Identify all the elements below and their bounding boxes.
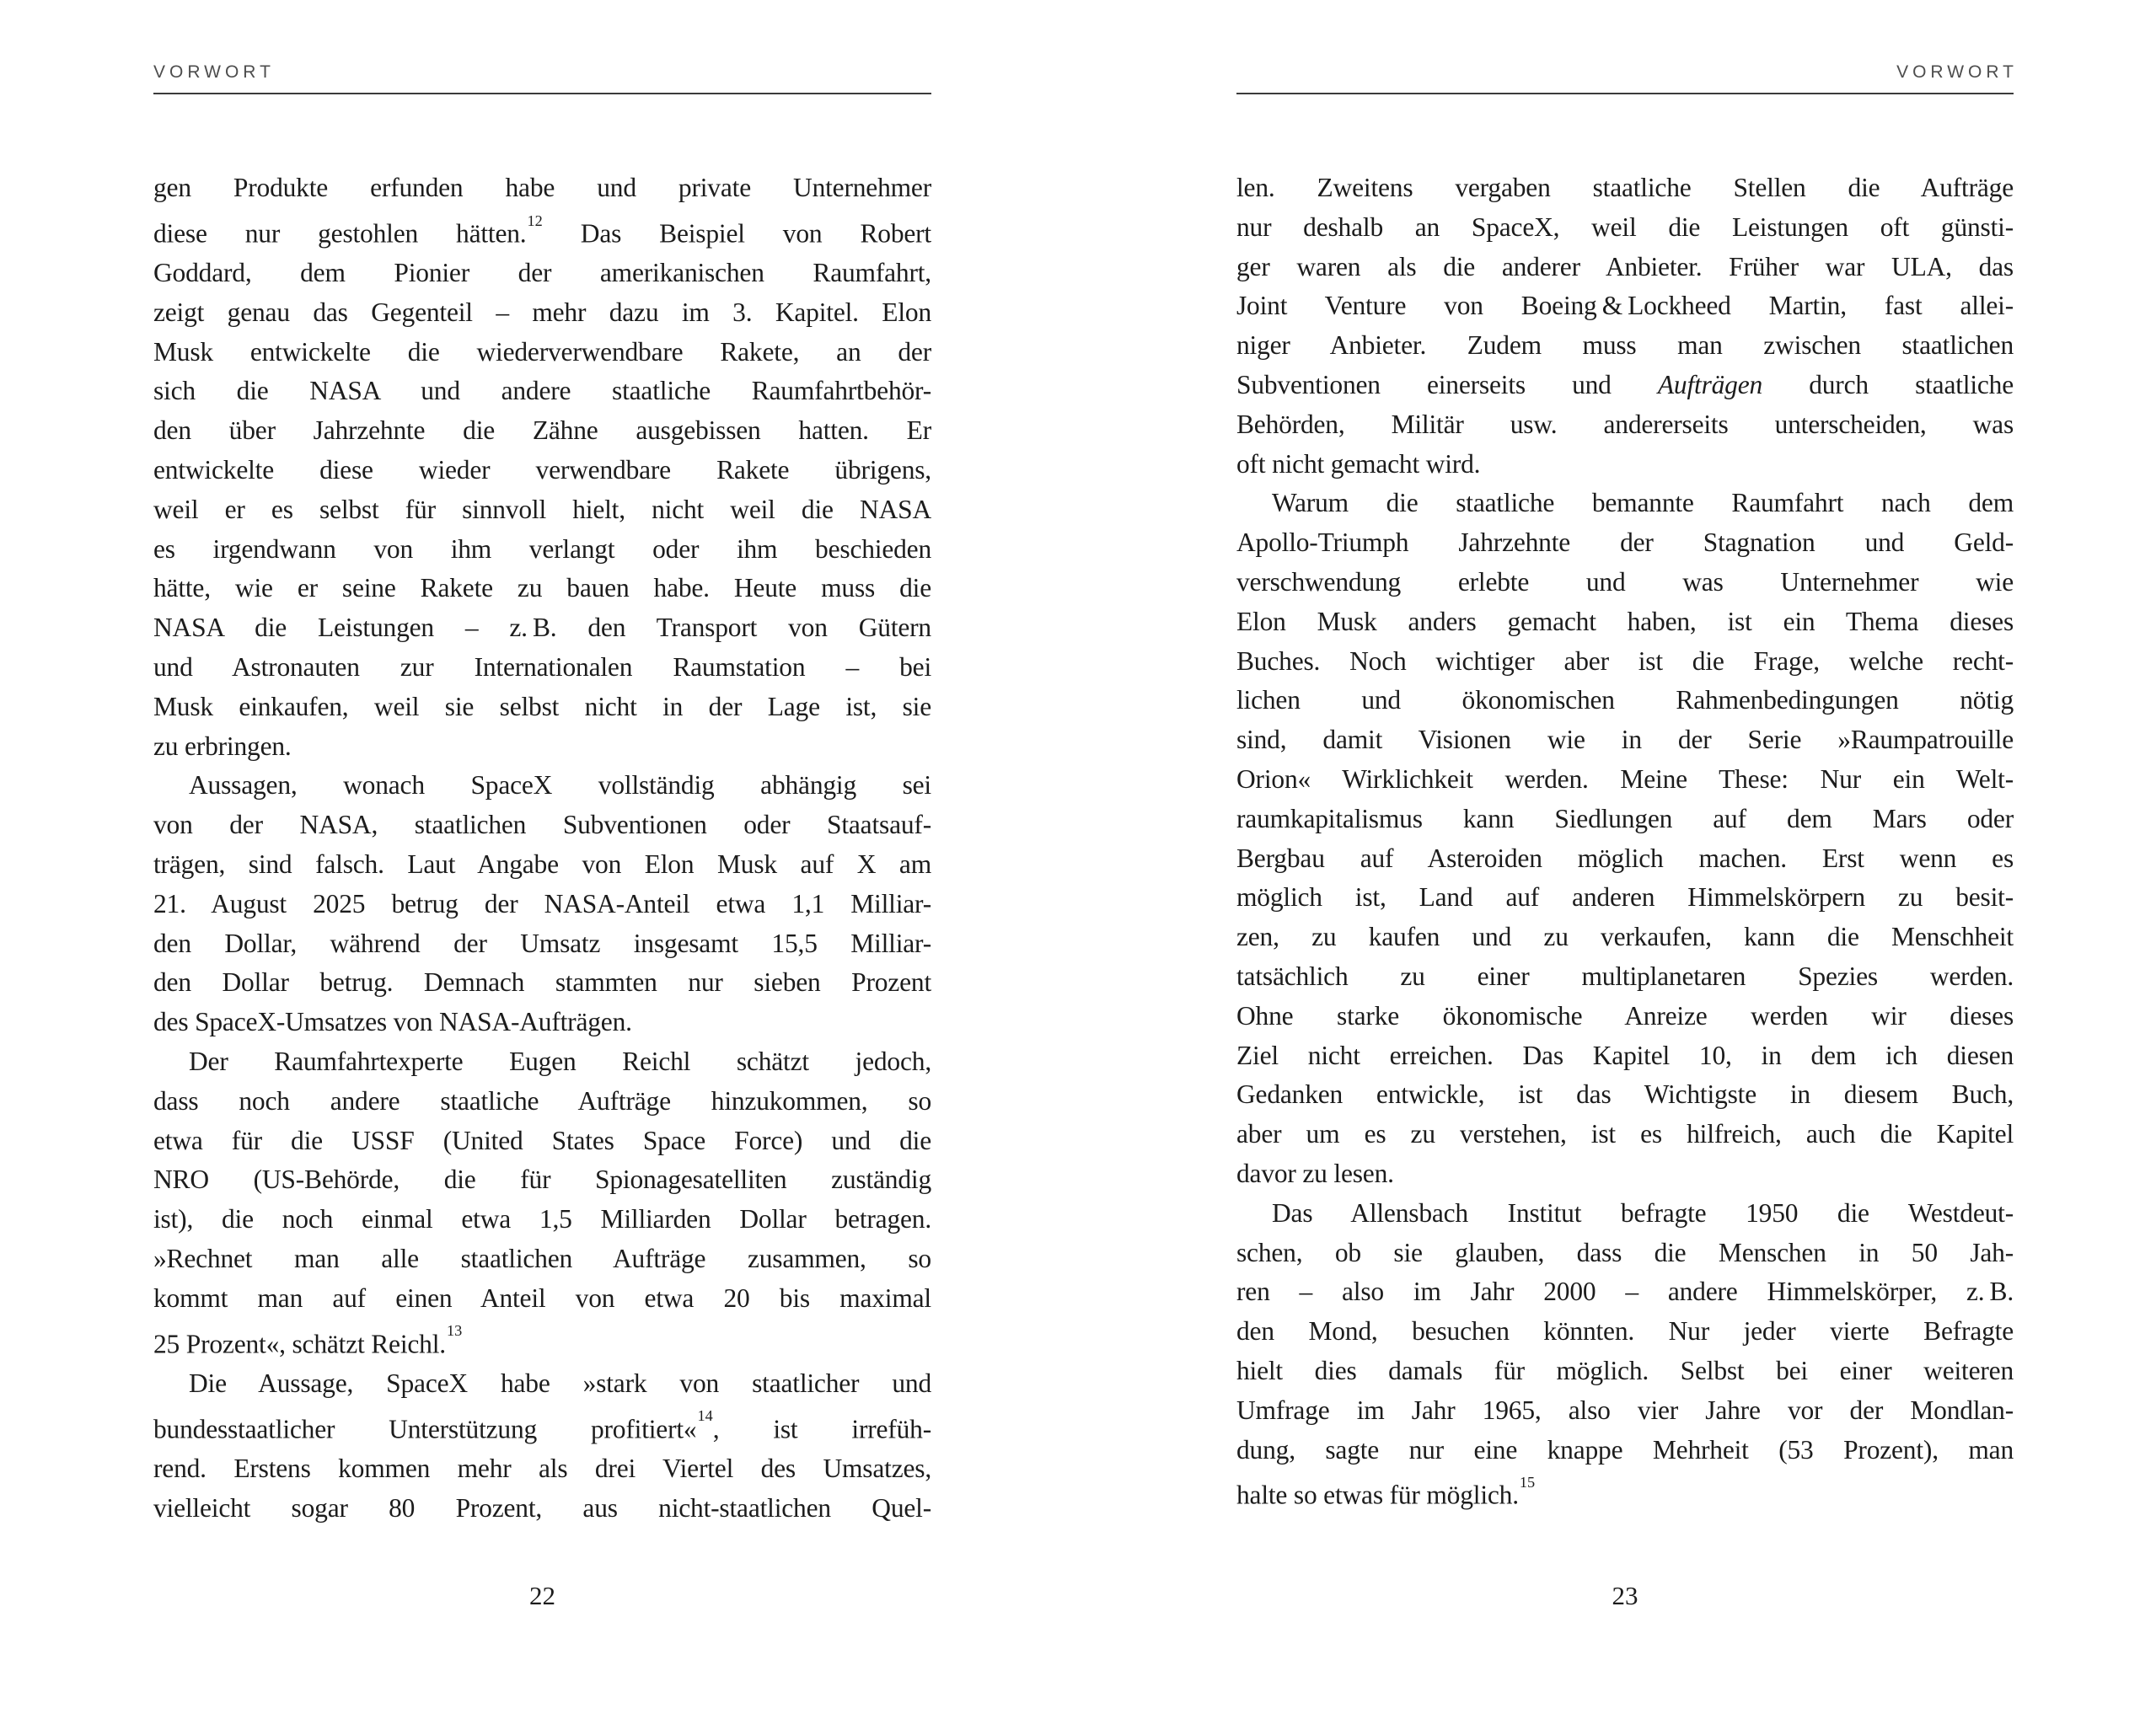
text-line: bundesstaatlicher Unterstützung profitiert«$^{14}$, ist irrefüh-	[153, 1407, 931, 1444]
text-line: Musk einkaufen, weil sie selbst nicht in der Lage ist, sie	[153, 691, 931, 721]
text-line: Aussagen, wonach SpaceX vollständig abhängig sei	[189, 770, 931, 801]
text-line: ist), die noch einmal etwa 1,5 Milliarden Dollar betragen.	[153, 1204, 931, 1234]
header-rule-right	[1236, 93, 2014, 94]
text-line: Der Raumfahrtexperte Eugen Reichl schätzt jedoch,	[189, 1047, 931, 1077]
text-line: oft nicht gemacht wird.	[1236, 448, 1481, 479]
text-line: diese nur gestohlen hätten.$^{12}$ Das Beispiel von Robert	[153, 212, 931, 249]
header-rule-left	[153, 93, 931, 94]
text-line: 25 Prozent«, schätzt Reichl.$^{13}$	[153, 1322, 463, 1359]
text-line: schen, ob sie glauben, dass die Menschen in 50 Jah-	[1236, 1237, 2014, 1267]
footnote-marker: 14	[697, 1407, 713, 1425]
text-line: sind, damit Visionen wie in der Serie »Raumpatrouille	[1236, 725, 2014, 755]
text-line: weil er es selbst für sinnvoll hielt, nicht weil die NASA	[153, 494, 931, 524]
text-line: dung, sagte nur eine knappe Mehrheit (53 Prozent), man	[1236, 1434, 2014, 1465]
text-line: möglich ist, Land auf anderen Himmelskörpern zu besit-	[1236, 882, 2014, 913]
text-line: lichen und ökonomischen Rahmenbedingungen nötig	[1236, 685, 2014, 715]
text-line: Joint Venture von Boeing & Lockheed Martin, fast allei-	[1236, 291, 2014, 321]
text-line: kommt man auf einen Anteil von etwa 20 bis maximal	[153, 1283, 931, 1313]
text-line: Elon Musk anders gemacht haben, ist ein Thema dieses	[1236, 606, 2014, 636]
text-line: hätte, wie er seine Rakete zu bauen habe. Heute muss die	[153, 573, 931, 603]
text-line: Ohne starke ökonomische Anreize werden wir dieses	[1236, 1000, 2014, 1031]
text-line: Ziel nicht erreichen. Das Kapitel 10, in dem ich diesen	[1236, 1040, 2014, 1070]
text-line: des SpaceX-Umsatzes von NASA-Aufträgen.	[153, 1007, 632, 1037]
text-line: Die Aussage, SpaceX habe »stark von staatlicher und	[189, 1368, 931, 1398]
text-line: Warum die staatliche bemannte Raumfahrt nach dem	[1272, 488, 2014, 518]
text-line: ger waren als die anderer Anbieter. Früher war ULA, das	[1236, 251, 2014, 281]
text-line: von der NASA, staatlichen Subventionen oder Staatsauf-	[153, 810, 931, 840]
text-line: Orion« Wirklichkeit werden. Meine These: Nur ein Welt-	[1236, 763, 2014, 794]
text-line: sich die NASA und andere staatliche Raumfahrtbehör-	[153, 376, 931, 406]
text-line: gen Produkte erfunden habe und private Unternehmer	[153, 173, 931, 202]
running-header-right: VORWORT	[1896, 62, 2018, 82]
text-line: etwa für die USSF (United States Space Force) und die	[153, 1125, 931, 1155]
text-line: Bergbau auf Asteroiden möglich machen. Erst wenn es	[1236, 843, 2014, 873]
text-line: trägen, sind falsch. Laut Angabe von Elon Musk auf X am	[153, 849, 931, 880]
text-line: verschwendung erlebte und was Unternehmer wie	[1236, 566, 2014, 597]
text-line: NRO (US-Behörde, die für Spionagesatelliten zuständig	[153, 1165, 931, 1195]
text-line: 21. August 2025 betrug der NASA-Anteil etwa 1,1 Milliar-	[153, 888, 931, 918]
text-line: den über Jahrzehnte die Zähne ausgebissen hatten. Er	[153, 415, 931, 446]
text-line: entwickelte diese wieder verwendbare Rakete übrigens,	[153, 455, 931, 485]
text-line: Musk entwickelte die wiederverwendbare Rakete, an der	[153, 336, 931, 367]
text-line: Buches. Noch wichtiger aber ist die Frage, welche recht-	[1236, 645, 2014, 676]
text-line: vielleicht sogar 80 Prozent, aus nicht-staatlichen Quel-	[153, 1492, 931, 1523]
text-line: niger Anbieter. Zudem muss man zwischen staatlichen	[1236, 330, 2014, 361]
text-line: ren – also im Jahr 2000 – andere Himmelskörper, z. B.	[1236, 1277, 2014, 1307]
footnote-marker: 12	[527, 212, 543, 229]
text-line: den Dollar betrug. Demnach stammten nur sieben Prozent	[153, 967, 931, 998]
text-line: NASA die Leistungen – z. B. den Transport von Gütern	[153, 613, 931, 643]
text-column-left	[153, 169, 931, 1529]
text-line: und Astronauten zur Internationalen Raumstation – bei	[153, 652, 931, 683]
text-line: nur deshalb an SpaceX, weil die Leistungen oft günsti-	[1236, 212, 2014, 242]
footnote-marker: 15	[1519, 1474, 1536, 1491]
text-line: Subventionen einerseits und Aufträgen durch staatliche	[1236, 369, 2014, 399]
text-line: Gedanken entwickle, ist das Wichtigste in diesem Buch,	[1236, 1079, 2014, 1110]
page-left	[153, 0, 931, 1719]
text-line: aber um es zu verstehen, ist es hilfreich, auch die Kapitel	[1236, 1119, 2014, 1149]
text-column-right	[1236, 169, 2014, 1516]
text-line: den Mond, besuchen könnten. Nur jeder vierte Befragte	[1236, 1316, 2014, 1347]
text-line: Umfrage im Jahr 1965, also vier Jahre vor der Mondlan-	[1236, 1395, 2014, 1425]
text-line: dass noch andere staatliche Aufträge hinzukommen, so	[153, 1085, 931, 1116]
footnote-marker: 13	[446, 1322, 463, 1340]
text-line: davor zu lesen.	[1236, 1158, 1394, 1188]
text-line: zu erbringen.	[153, 731, 292, 761]
text-line: hielt dies damals für möglich. Selbst bei einer weiteren	[1236, 1355, 2014, 1385]
running-header-left: VORWORT	[153, 62, 275, 82]
text-line: Apollo-Triumph Jahrzehnte der Stagnation und Geld-	[1236, 527, 2014, 558]
text-line: Goddard, dem Pionier der amerikanischen Raumfahrt,	[153, 258, 931, 288]
text-line: Behörden, Militär usw. andererseits unterscheiden, was	[1236, 409, 2014, 439]
text-line: tatsächlich zu einer multiplanetaren Spezies werden.	[1236, 961, 2014, 991]
text-line: rend. Erstens kommen mehr als drei Viertel des Umsatzes,	[153, 1454, 931, 1483]
text-line: zen, zu kaufen und zu verkaufen, kann die Menschheit	[1236, 922, 2014, 952]
text-line: es irgendwann von ihm verlangt oder ihm beschieden	[153, 533, 931, 564]
text-line: »Rechnet man alle staatlichen Aufträge zusammen, so	[153, 1244, 931, 1274]
text-line: zeigt genau das Gegenteil – mehr dazu im 3. Kapitel. Elon	[153, 297, 931, 327]
text-line: Das Allensbach Institut befragte 1950 die Westdeut-	[1272, 1197, 2014, 1228]
page-number-right: 23	[1612, 1581, 1638, 1610]
text-line: halte so etwas für möglich.$^{15}$	[1236, 1474, 1536, 1510]
page-number-left: 22	[529, 1581, 555, 1610]
page-right	[1236, 0, 2018, 1719]
text-line: len. Zweitens vergaben staatliche Stellen die Aufträge	[1236, 173, 2014, 202]
text-line: raumkapitalismus kann Siedlungen auf dem Mars oder	[1236, 803, 2014, 833]
text-line: den Dollar, während der Umsatz insgesamt 15,5 Milliar-	[153, 928, 931, 958]
